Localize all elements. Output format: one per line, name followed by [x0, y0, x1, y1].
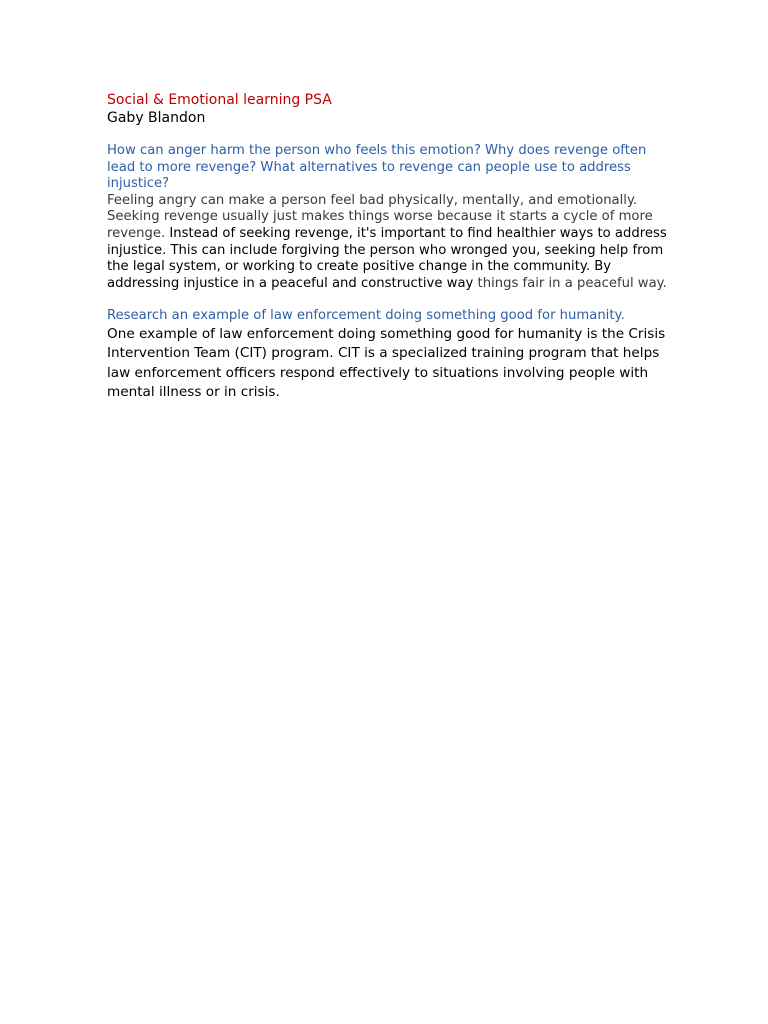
answer-anger-revenge: [107, 193, 667, 293]
section-anger-revenge: [107, 143, 667, 292]
answer-law-enforcement: One example of law enforcement doing something good for humanity is the Crisis Intervention Team (CIT) program. CIT is a specialized training program that helps law enforcement officers respond effectively to situations involving people with mental illness or in crisis.: [107, 325, 666, 401]
question-anger-revenge: How can anger harm the person who feels this emotion? Why does revenge often lead to more revenge? What alternatives to revenge can people use to address injustice?: [107, 143, 647, 192]
answer-anger-part2: Instead of seeking revenge, it's important to find healthier ways to address injustice. This can include forgiving the person who wronged you, seeking help from the legal system, or working to create positive change in the community. By addressing injustice in a peaceful and constructive way: [107, 225, 667, 291]
answer-anger-part3: things fair in a peaceful way.: [473, 275, 667, 291]
question-law-enforcement: Research an example of law enforcement doing something good for humanity.: [107, 308, 625, 324]
document-page: [107, 91, 667, 419]
section-law-enforcement: [107, 308, 667, 403]
author-name: Gaby Blandon: [107, 110, 206, 126]
document-title: Social & Emotional learning PSA: [107, 92, 332, 108]
answer-anger-part1: Feeling angry can make a person feel bad physically, mentally, and emotionally. Seeking revenge usually just makes things worse because it starts a cycle of more revenge.: [107, 192, 653, 241]
